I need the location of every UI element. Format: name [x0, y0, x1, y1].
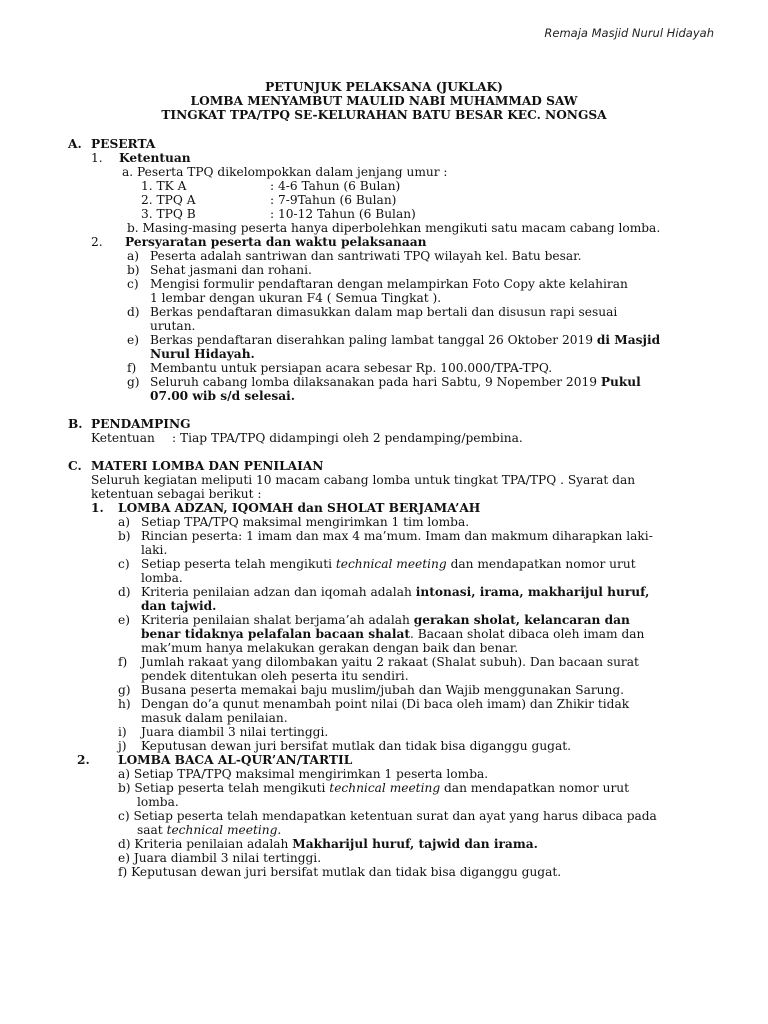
list-item — [0, 851, 768, 865]
subsection-heading — [0, 151, 768, 165]
item-text-bold: di Masjid — [596, 333, 661, 347]
list-item — [0, 375, 768, 389]
item-text — [150, 333, 660, 347]
list-item-continuation — [0, 571, 768, 585]
item-marker: f) — [118, 655, 128, 669]
list-item — [0, 837, 768, 851]
section-title: MATERI LOMBA DAN PENILAIAN — [91, 459, 324, 473]
item-text-part: d) Kriteria penilaian adalah — [118, 837, 293, 851]
age-group-row — [0, 193, 768, 207]
item-text: Peserta adalah santriwan dan santriwati TPQ wilayah kel. Batu besar. — [150, 249, 582, 263]
section-title: PENDAMPING — [91, 417, 191, 431]
subsection-heading — [0, 501, 768, 515]
item-text: masuk dalam penilaian. — [141, 711, 288, 725]
item-text: Berkas pendaftaran dimasukkan dalam map bertali dan disusun rapi sesuai — [150, 305, 618, 319]
item-marker: a) — [127, 249, 140, 263]
section-c-heading — [0, 459, 768, 473]
list-item-continuation — [0, 389, 768, 403]
item-text-bold: gerakan sholat, kelancaran dan — [413, 613, 630, 627]
item-text: Juara diambil 3 nilai tertinggi. — [141, 725, 329, 739]
list-item-continuation — [0, 795, 768, 809]
list-item — [0, 333, 768, 347]
item-marker: b) — [127, 263, 140, 277]
item-text — [141, 627, 644, 641]
age-group-range: : 4-6 Tahun (6 Bulan) — [270, 179, 401, 193]
list-item — [0, 767, 768, 781]
list-item — [0, 725, 768, 739]
item-text-bold: benar tidaknya pelafalan bacaan shalat — [141, 627, 410, 641]
item-text-bold: dan tajwid. — [141, 599, 217, 613]
item-text — [137, 823, 281, 837]
section-intro — [0, 473, 768, 487]
section-marker: C. — [68, 459, 82, 473]
item-text: laki. — [141, 543, 168, 557]
subsection-title: Persyaratan peserta dan waktu pelaksanaan — [125, 235, 427, 249]
item-text: b. Masing-masing peserta hanya diperbolehkan mengikuti satu macam cabang lomba. — [127, 221, 661, 235]
list-item — [0, 165, 768, 179]
age-group-row — [0, 207, 768, 221]
subsection-number: 1. — [91, 151, 103, 165]
subsection-title: Ketentuan — [119, 151, 191, 165]
item-text-part: Setiap peserta telah mengikuti — [141, 557, 336, 571]
item-text: mak’mum hanya melakukan gerakan dengan baik dan benar. — [141, 641, 519, 655]
list-item — [0, 515, 768, 529]
item-text: f) Keputusan dewan juri bersifat mutlak dan tidak bisa diganggu gugat. — [118, 865, 562, 879]
list-item — [0, 529, 768, 543]
section-marker: A. — [68, 137, 82, 151]
rule-label: Ketentuan — [91, 431, 155, 445]
item-marker: e) — [118, 613, 130, 627]
subsection-number: 2. — [77, 753, 90, 767]
item-text: Keputusan dewan juri bersifat mutlak dan tidak bisa diganggu gugat. — [141, 739, 572, 753]
item-text-italic: technical meeting — [329, 781, 441, 795]
list-item — [0, 809, 768, 823]
item-marker: j) — [118, 739, 127, 753]
list-item-continuation — [0, 319, 768, 333]
list-item — [0, 697, 768, 711]
item-text: Membantu untuk persiapan acara sebesar Rp. 100.000/TPA-TPQ. — [150, 361, 553, 375]
list-item-continuation — [0, 627, 768, 641]
item-text — [118, 781, 629, 795]
list-item — [0, 613, 768, 627]
section-title: PESERTA — [91, 137, 156, 151]
intro-text: Seluruh kegiatan meliputi 10 macam cabang lomba untuk tingkat TPA/TPQ . Syarat dan — [91, 473, 636, 487]
item-marker: e) — [127, 333, 139, 347]
item-text-part: dan mendapatkan nomor urut — [446, 557, 636, 571]
item-text-bold: intonasi, irama, makharijul huruf, — [415, 585, 650, 599]
age-group-label: 1. TK A — [141, 179, 187, 193]
item-text-part: Berkas pendaftaran diserahkan paling lambat tanggal 26 Oktober 2019 — [150, 333, 597, 347]
item-text — [141, 585, 649, 599]
section-b-heading — [0, 417, 768, 431]
list-item — [0, 739, 768, 753]
subsection-title: LOMBA BACA AL-QUR’AN/TARTIL — [118, 753, 353, 767]
item-text-italic: technical meeting — [335, 557, 447, 571]
item-marker: d) — [118, 585, 131, 599]
section-b-rule — [0, 431, 768, 445]
list-item — [0, 221, 768, 235]
item-marker: c) — [127, 277, 139, 291]
item-text — [141, 557, 636, 571]
subsection-heading — [0, 235, 768, 249]
age-group-range: : 10-12 Tahun (6 Bulan) — [270, 207, 416, 221]
item-marker: i) — [118, 725, 127, 739]
subsection-number: 1. — [91, 501, 104, 515]
list-item-continuation — [0, 543, 768, 557]
list-item-continuation — [0, 711, 768, 725]
item-text — [141, 613, 630, 627]
list-item — [0, 305, 768, 319]
item-marker: f) — [127, 361, 137, 375]
list-item — [0, 557, 768, 571]
list-item — [0, 683, 768, 697]
section-a-heading — [0, 137, 768, 151]
section-marker: B. — [68, 417, 83, 431]
section-intro — [0, 487, 768, 501]
item-text-bold: Nurul Hidayah. — [150, 347, 255, 361]
item-text-part: dan mendapatkan nomor urut — [440, 781, 630, 795]
item-text-bold: Pukul — [600, 375, 641, 389]
item-text: Rincian peserta: 1 imam dan max 4 ma’mum. Imam dan makmum diharapkan laki- — [141, 529, 653, 543]
item-text-italic: technical meeting. — [166, 823, 282, 837]
item-text — [118, 837, 538, 851]
subsection-heading — [0, 753, 768, 767]
item-text: c) Setiap peserta telah mendapatkan ketentuan surat dan ayat yang harus dibaca pada — [118, 809, 657, 823]
item-text: e) Juara diambil 3 nilai tertinggi. — [118, 851, 322, 865]
item-text-part: saat — [137, 823, 167, 837]
item-text: a. Peserta TPQ dikelompokkan dalam jenjang umur : — [122, 165, 448, 179]
item-marker: g) — [118, 683, 131, 697]
item-text-part: Seluruh cabang lomba dilaksanakan pada hari Sabtu, 9 Nopember 2019 — [150, 375, 601, 389]
item-text-bold: Makharijul huruf, tajwid dan irama. — [292, 837, 538, 851]
age-group-label: 3. TPQ B — [141, 207, 196, 221]
item-text: urutan. — [150, 319, 196, 333]
item-text-part: Kriteria penilaian shalat berjama’ah adalah — [141, 613, 414, 627]
list-item — [0, 263, 768, 277]
item-text: Dengan do’a qunut menambah point nilai (Di baca oleh imam) dan Zhikir tidak — [141, 697, 630, 711]
intro-text: ketentuan sebagai berikut : — [91, 487, 262, 501]
list-item-continuation — [0, 599, 768, 613]
subsection-number: 2. — [91, 235, 103, 249]
item-text-bold: 07.00 wib s/d selesai. — [150, 389, 296, 403]
list-item — [0, 361, 768, 375]
list-item-continuation — [0, 291, 768, 305]
list-item-continuation — [0, 347, 768, 361]
list-item-continuation — [0, 641, 768, 655]
list-item — [0, 585, 768, 599]
item-text: Setiap TPA/TPQ maksimal mengirimkan 1 tim lomba. — [141, 515, 470, 529]
subsection-title: LOMBA ADZAN, IQOMAH dan SHOLAT BERJAMA’AH — [118, 501, 481, 515]
header-organization: Remaja Masjid Nurul Hidayah — [544, 26, 714, 40]
rule-text: : Tiap TPA/TPQ didampingi oleh 2 pendamping/pembina. — [172, 431, 523, 445]
title-line-2: LOMBA MENYAMBUT MAULID NABI MUHAMMAD SAW — [190, 94, 578, 108]
item-marker: g) — [127, 375, 140, 389]
document-title — [0, 80, 768, 122]
document-body — [0, 137, 768, 879]
item-text: 1 lembar dengan ukuran F4 ( Semua Tingkat ). — [150, 291, 442, 305]
title-line-3: TINGKAT TPA/TPQ SE-KELURAHAN BATU BESAR KEC. NONGSA — [161, 108, 607, 122]
item-text: a) Setiap TPA/TPQ maksimal mengirimkan 1 peserta lomba. — [118, 767, 489, 781]
age-group-row — [0, 179, 768, 193]
item-marker: d) — [127, 305, 140, 319]
list-item — [0, 249, 768, 263]
item-text: Sehat jasmani dan rohani. — [150, 263, 312, 277]
item-marker: b) — [118, 529, 131, 543]
list-item-continuation — [0, 669, 768, 683]
item-text — [150, 375, 641, 389]
item-text: Busana peserta memakai baju muslim/jubah dan Wajib menggunakan Sarung. — [141, 683, 625, 697]
item-marker: a) — [118, 515, 131, 529]
item-text: Jumlah rakaat yang dilombakan yaitu 2 rakaat (Shalat subuh). Dan bacaan surat — [141, 655, 639, 669]
age-group-range: : 7-9Tahun (6 Bulan) — [270, 193, 397, 207]
item-marker: h) — [118, 697, 131, 711]
item-text: Mengisi formulir pendaftaran dengan melampirkan Foto Copy akte kelahiran — [150, 277, 628, 291]
item-marker: c) — [118, 557, 130, 571]
item-text: pendek ditentukan oleh peserta itu sendiri. — [141, 669, 409, 683]
age-group-label: 2. TPQ A — [141, 193, 196, 207]
list-item — [0, 277, 768, 291]
item-text-part: Kriteria penilaian adzan dan iqomah adalah — [141, 585, 416, 599]
title-line-1: PETUNJUK PELAKSANA (JUKLAK) — [265, 80, 503, 94]
list-item — [0, 781, 768, 795]
item-text-part: b) Setiap peserta telah mengikuti — [118, 781, 330, 795]
list-item — [0, 865, 768, 879]
item-text: lomba. — [141, 571, 183, 585]
list-item-continuation — [0, 823, 768, 837]
item-text: lomba. — [137, 795, 179, 809]
item-text-part: . Bacaan sholat dibaca oleh imam dan — [410, 627, 645, 641]
list-item — [0, 655, 768, 669]
